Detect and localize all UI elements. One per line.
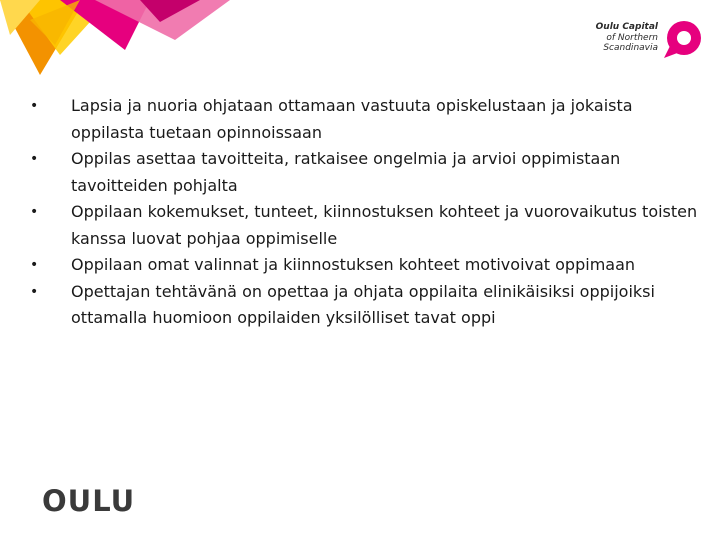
bullet-marker: • <box>30 283 39 300</box>
abstract-triangles-icon <box>0 0 240 90</box>
bullet-marker: • <box>30 204 39 220</box>
speech-bubble-icon <box>660 18 704 62</box>
brand-line-3: Scandinavia <box>603 43 658 53</box>
bullet-marker: • <box>30 257 39 273</box>
list-item-text: Oppilaan kokemukset, tunteet, kiinnostuksen kohteet ja vuorovaikutus toisten kanssa luovat pohjaa oppimiselle <box>71 202 698 248</box>
list-item-text: Opettajan tehtävänä on opettaa ja ohjata oppilaita elinikäisiksi oppijoiksi ottamalla huomioon oppilaiden yksilölliset tavat oppi <box>71 281 655 327</box>
bullet-marker: • <box>30 98 39 114</box>
list-item-text: Oppilaan omat valinnat ja kiinnostuksen kohteet motivoivat oppimaan <box>71 255 636 274</box>
brand-text <box>578 22 658 54</box>
brand-logo <box>570 16 710 64</box>
list-item <box>30 93 700 146</box>
brand-line-1: Oulu Capital <box>595 22 658 32</box>
footer-logo: OULU <box>42 484 136 518</box>
list-item <box>30 252 700 279</box>
brand-line-2: of Northern <box>606 32 658 43</box>
bullet-list <box>30 93 700 332</box>
list-item-text: Lapsia ja nuoria ohjataan ottamaan vastuuta opiskelustaan ja jokaista oppilasta tuetaan opinnoissaan <box>71 96 633 142</box>
list-item-text: Oppilas asettaa tavoitteita, ratkaisee ongelmia ja arvioi oppimistaan tavoitteiden pohjalta <box>71 149 621 195</box>
list-item <box>30 199 700 252</box>
bullet-marker: • <box>30 151 39 167</box>
list-item <box>30 146 700 199</box>
list-item <box>30 279 700 332</box>
